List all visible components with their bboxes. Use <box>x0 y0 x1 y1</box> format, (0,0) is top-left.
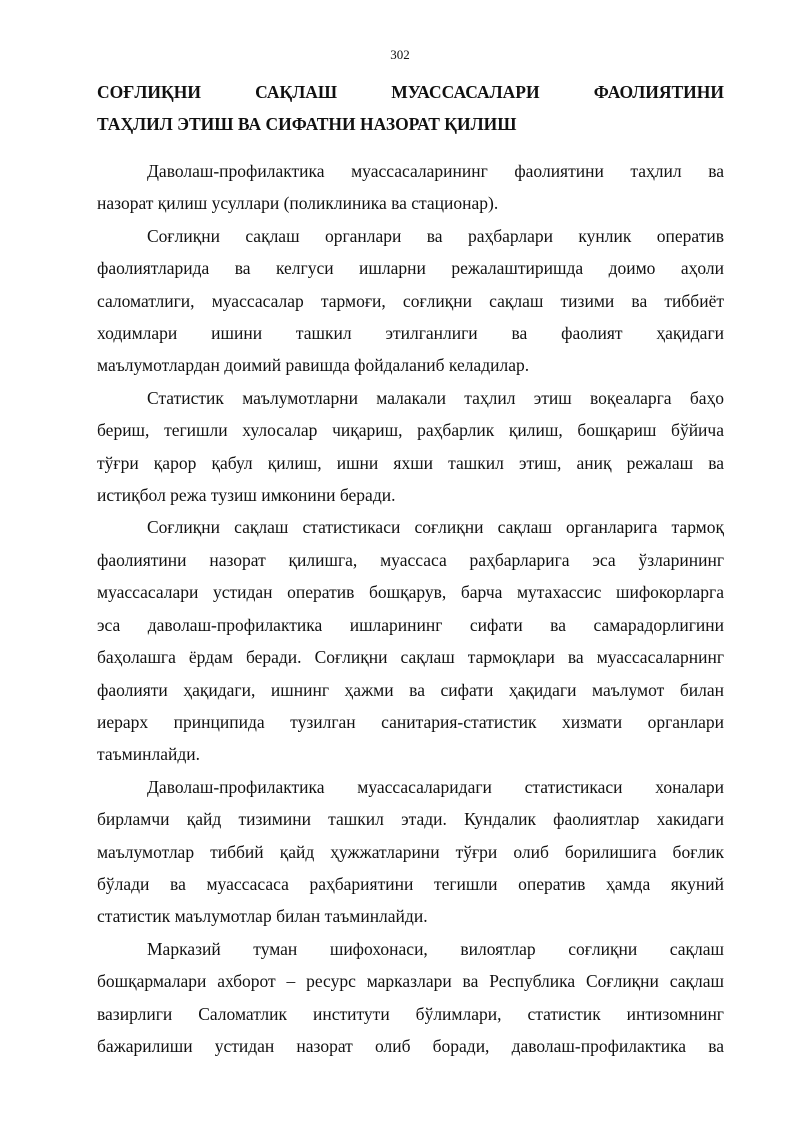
text-line: иерарх принципида тузилган санитария-статистик хизмати органлари <box>97 711 724 732</box>
text-line: фаолияти ҳақидаги, ишнинг ҳажми ва сифати ҳақидаги маълумот билан <box>97 679 724 700</box>
body-text <box>97 155 724 1062</box>
paragraph <box>97 382 724 512</box>
text-line: Даволаш-профилактика муассасаларидаги статистикаси хоналари <box>147 776 724 797</box>
text-line: Марказий туман шифохонаси, вилоятлар соғлиқни сақлаш <box>147 938 724 959</box>
text-line: баҳолашга ёрдам беради. Соғлиқни сақлаш тармоқлари ва муассасаларнинг <box>97 647 724 668</box>
text-line: тўғри қарор қабул қилиш, ишни яхши ташкил этиш, аниқ режалаш ва <box>97 452 724 473</box>
paragraph <box>97 511 724 770</box>
text-line: истиқбол режа тузиш имконини беради. <box>97 485 396 506</box>
text-line: Соғлиқни сақлаш статистикаси соғлиқни сақлаш органларига тармоқ <box>147 517 724 538</box>
text-line: эса даволаш-профилактика ишларининг сифати ва самарадорлигини <box>97 614 724 635</box>
text-line: муассасалари устидан оператив бошқарув, барча мутахассис шифокорларга <box>97 582 724 603</box>
text-line: бошқармалари ахборот – ресурс марказлари ва Республика Соғлиқни сақлаш <box>97 971 724 992</box>
section-title-line: СОҒЛИҚНИ САҚЛАШ МУАССАСАЛАРИ ФАОЛИЯТИНИ <box>97 82 724 102</box>
text-line: фаолиятини назорат қилишга, муассаса раҳбарларига эса ўзларининг <box>97 549 724 570</box>
text-line: Соғлиқни сақлаш органлари ва раҳбарлари кунлик оператив <box>147 225 724 246</box>
paragraph <box>97 220 724 382</box>
text-line: маълумотлар тиббий қайд ҳужжатларини тўғри олиб борилишига боғлик <box>97 841 724 862</box>
text-line: ходимлари ишини ташкил этилганлиги ва фаолият ҳақидаги <box>97 323 724 344</box>
text-line: бўлади ва муассасаса раҳбариятини тегишли оператив ҳамда якуний <box>97 873 724 894</box>
text-line: маълумотлардан доимий равишда фойдаланиб келадилар. <box>97 355 530 376</box>
text-line: фаолиятларида ва келгуси ишларни режалаштиришда доимо аҳоли <box>97 258 724 279</box>
section-title <box>97 76 724 140</box>
text-line: саломатлиги, муассасалар тармоғи, соғлиқни сақлаш тизими ва тиббиёт <box>97 290 724 311</box>
text-line: назорат қилиш усуллари (поликлиника ва стационар). <box>97 193 499 214</box>
text-line: Статистик маълумотларни малакали таҳлил этиш воқеаларга баҳо <box>147 387 724 408</box>
paragraph <box>97 933 724 1063</box>
text-line: бажарилиши устидан назорат олиб боради, даволаш-профилактика ва <box>97 1035 724 1056</box>
text-line: бериш, тегишли хулосалар чиқариш, раҳбарлик қилиш, бошқариш бўйича <box>97 420 724 441</box>
text-line: статистик маълумотлар билан таъминлайди. <box>97 906 428 927</box>
section-title-line: ТАҲЛИЛ ЭТИШ ВА СИФАТНИ НАЗОРАТ ҚИЛИШ <box>97 114 517 134</box>
page-number: 302 <box>390 47 410 62</box>
paragraph <box>97 155 724 220</box>
text-line: бирламчи қайд тизимини ташкил этади. Кундалик фаолиятлар хакидаги <box>97 809 724 830</box>
text-line: Даволаш-профилактика муассасаларининг фаолиятини таҳлил ва <box>147 161 724 181</box>
paragraph <box>97 771 724 933</box>
text-line: таъминлайди. <box>97 744 200 765</box>
text-line: вазирлиги Саломатлик институти бўлимлари, статистик интизомнинг <box>97 1003 724 1024</box>
